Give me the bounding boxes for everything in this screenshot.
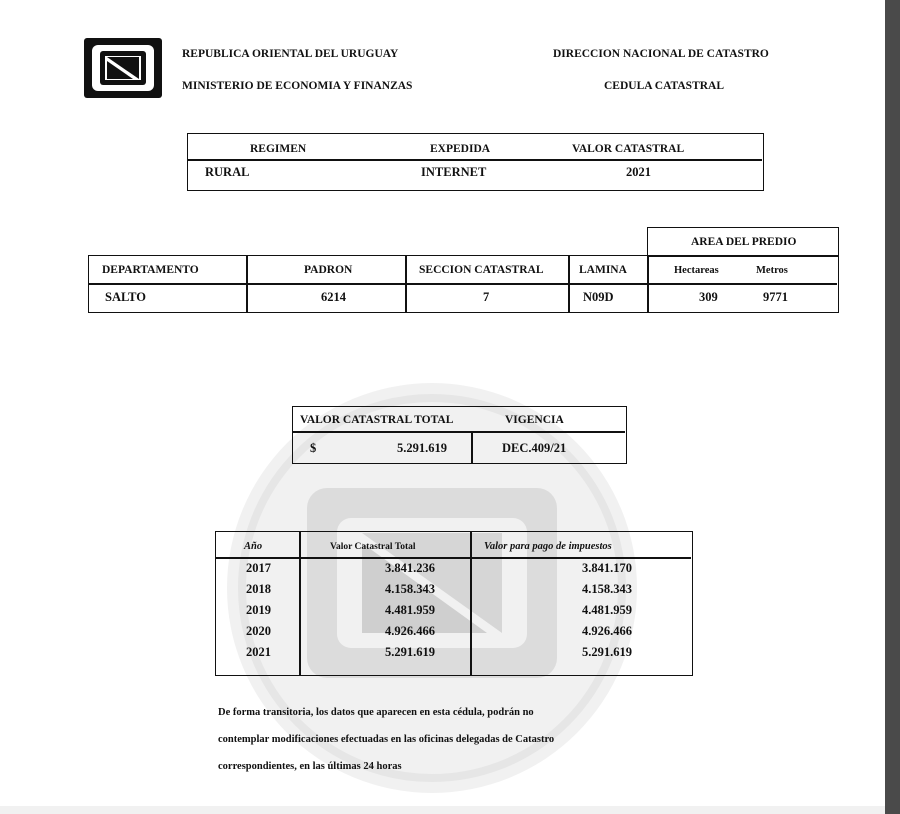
year-header: Año [244,541,263,552]
history-tax: 5.291.619 [582,645,632,659]
header-ministry: MINISTERIO DE ECONOMIA Y FINANZAS [182,80,413,92]
page-bottom-edge [0,806,885,814]
currency-symbol: $ [310,441,317,455]
history-year: 2017 [246,561,271,575]
history-total: 5.291.619 [385,645,435,659]
history-table [215,531,693,676]
viewer-scrollbar[interactable] [885,0,900,814]
note-line-2: contemplar modificaciones efectuadas en las oficinas delegadas de Catastro [218,734,555,745]
history-year: 2021 [246,645,271,659]
vigencia-header: VIGENCIA [505,414,564,426]
regimen-value: RURAL [205,165,250,179]
padron-value: 6214 [321,290,346,304]
area-header: AREA DEL PREDIO [691,236,797,248]
regimen-header: REGIMEN [250,143,307,155]
padron-header: PADRON [304,264,353,276]
header-republic: REPUBLICA ORIENTAL DEL URUGUAY [182,48,399,60]
history-year: 2018 [246,582,271,596]
expedida-header: EXPEDIDA [430,143,491,155]
note-line-1: De forma transitoria, los datos que aparecen en esta cédula, podrán no [218,707,534,718]
catastro-logo-icon [83,37,163,99]
tax-col-header: Valor para pago de impuestos [484,541,612,552]
total-col-header: Valor Catastral Total [330,542,416,552]
history-total: 4.158.343 [385,582,435,596]
departamento-value: SALTO [105,290,147,304]
history-tax: 3.841.170 [582,561,632,575]
note-line-3: correspondientes, en las últimas 24 horas [218,761,402,772]
vigencia-value: DEC.409/21 [502,441,567,455]
seccion-value: 7 [483,290,490,304]
lamina-value: N09D [583,290,614,304]
history-total: 4.481.959 [385,603,435,617]
seccion-header: SECCION CATASTRAL [419,264,544,276]
metros-value: 9771 [763,290,788,304]
history-total: 4.926.466 [385,624,435,638]
regimen-table [187,133,764,191]
history-year: 2019 [246,603,271,617]
total-value: 5.291.619 [397,441,447,455]
history-year: 2020 [246,624,271,638]
predio-table [88,255,839,313]
history-total: 3.841.236 [385,561,435,575]
history-tax: 4.158.343 [582,582,632,596]
valor-catastral-value: 2021 [626,165,651,179]
valor-catastral-header: VALOR CATASTRAL [572,143,685,155]
history-tax: 4.481.959 [582,603,632,617]
lamina-header: LAMINA [579,264,627,276]
area-header-box [647,227,839,257]
expedida-value: INTERNET [421,165,487,179]
header-direction: DIRECCION NACIONAL DE CATASTRO [553,48,769,60]
header-cedula: CEDULA CATASTRAL [604,80,725,92]
metros-header: Metros [756,265,788,276]
hectareas-value: 309 [699,290,718,304]
total-header: VALOR CATASTRAL TOTAL [300,414,454,426]
departamento-header: DEPARTAMENTO [102,264,199,276]
history-tax: 4.926.466 [582,624,632,638]
hectareas-header: Hectareas [674,265,719,276]
total-table [292,406,627,464]
